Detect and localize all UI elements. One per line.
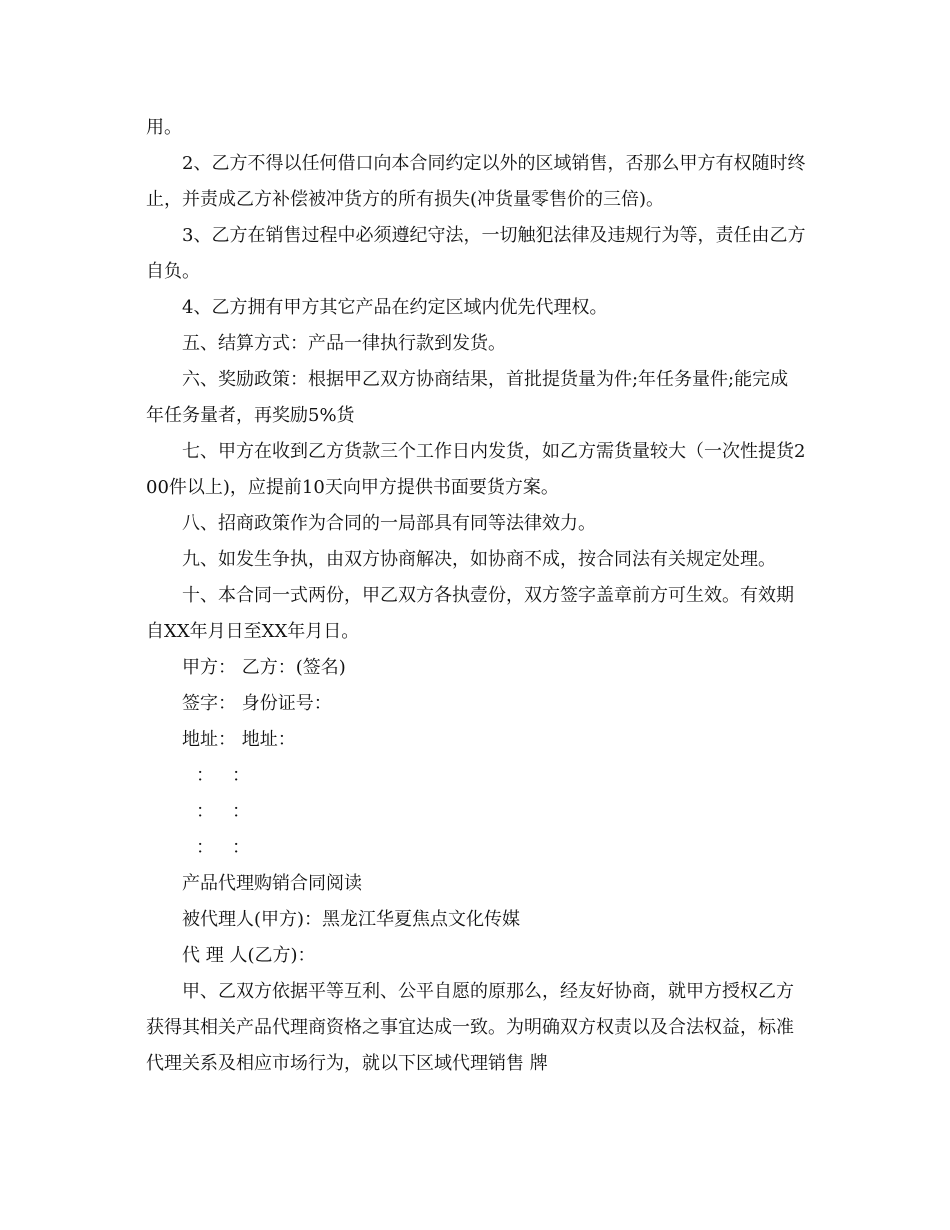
section-reward-policy: 六、奖励政策：根据甲乙双方协商结果，首批提货量为件;年任务量件;能完成年任务量者，再奖励5%货	[146, 369, 789, 426]
signature-party-line: 甲方： 乙方：(签名)	[182, 657, 346, 678]
colon-mark: ：	[232, 837, 250, 858]
clause-4: 4、乙方拥有甲方其它产品在约定区域内优先代理权。	[182, 297, 608, 318]
blank-field-row	[146, 758, 806, 794]
paragraph-continuation: 用。	[146, 117, 182, 138]
agent-party-line: 代 理 人(乙方)：	[182, 945, 316, 966]
document-body	[146, 110, 806, 1082]
colon-mark: ：	[232, 765, 250, 786]
colon-mark: ：	[196, 837, 214, 858]
blank-field-row	[146, 830, 806, 866]
clause-3: 3、乙方在销售过程中必须遵纪守法，一切触犯法律及违规行为等，责任由乙方自负。	[146, 225, 806, 282]
colon-mark: ：	[196, 801, 214, 822]
section-dispute: 九、如发生争执，由双方协商解决，如协商不成，按合同法有关规定处理。	[182, 549, 776, 570]
signature-address-line: 地址： 地址：	[182, 729, 296, 750]
clause-2: 2、乙方不得以任何借口向本合同约定以外的区域销售，否那么甲方有权随时终止，并责成乙方补偿被冲货方的所有损失(冲货量零售价的三倍)。	[146, 153, 806, 210]
signature-sign-line: 签字： 身份证号：	[182, 693, 332, 714]
section-delivery: 七、甲方在收到乙方货款三个工作日内发货，如乙方需货量较大（一次性提货200件以上)，应提前10天向甲方提供书面要货方案。	[146, 441, 806, 498]
blank-field-row	[146, 794, 806, 830]
second-contract-title: 产品代理购销合同阅读	[182, 873, 362, 894]
colon-mark: ：	[232, 801, 250, 822]
section-investment-policy: 八、招商政策作为合同的一局部具有同等法律效力。	[182, 513, 596, 534]
preamble-paragraph: 甲、乙双方依据平等互利、公平自愿的原那么，经友好协商，就甲方授权乙方获得其相关产品代理商资格之事宜达成一致。为明确双方权责以及合法权益，标准代理关系及相应市场行为，就以下区域代理销售 牌	[146, 981, 794, 1074]
principal-party-line: 被代理人(甲方)：黑龙江华夏焦点文化传媒	[182, 909, 521, 930]
section-settlement: 五、结算方式：产品一律执行款到发货。	[182, 333, 506, 354]
colon-mark: ：	[196, 765, 214, 786]
section-copies-validity: 十、本合同一式两份，甲乙双方各执壹份，双方签字盖章前方可生效。有效期自XX年月日至XX年月日。	[146, 585, 794, 642]
